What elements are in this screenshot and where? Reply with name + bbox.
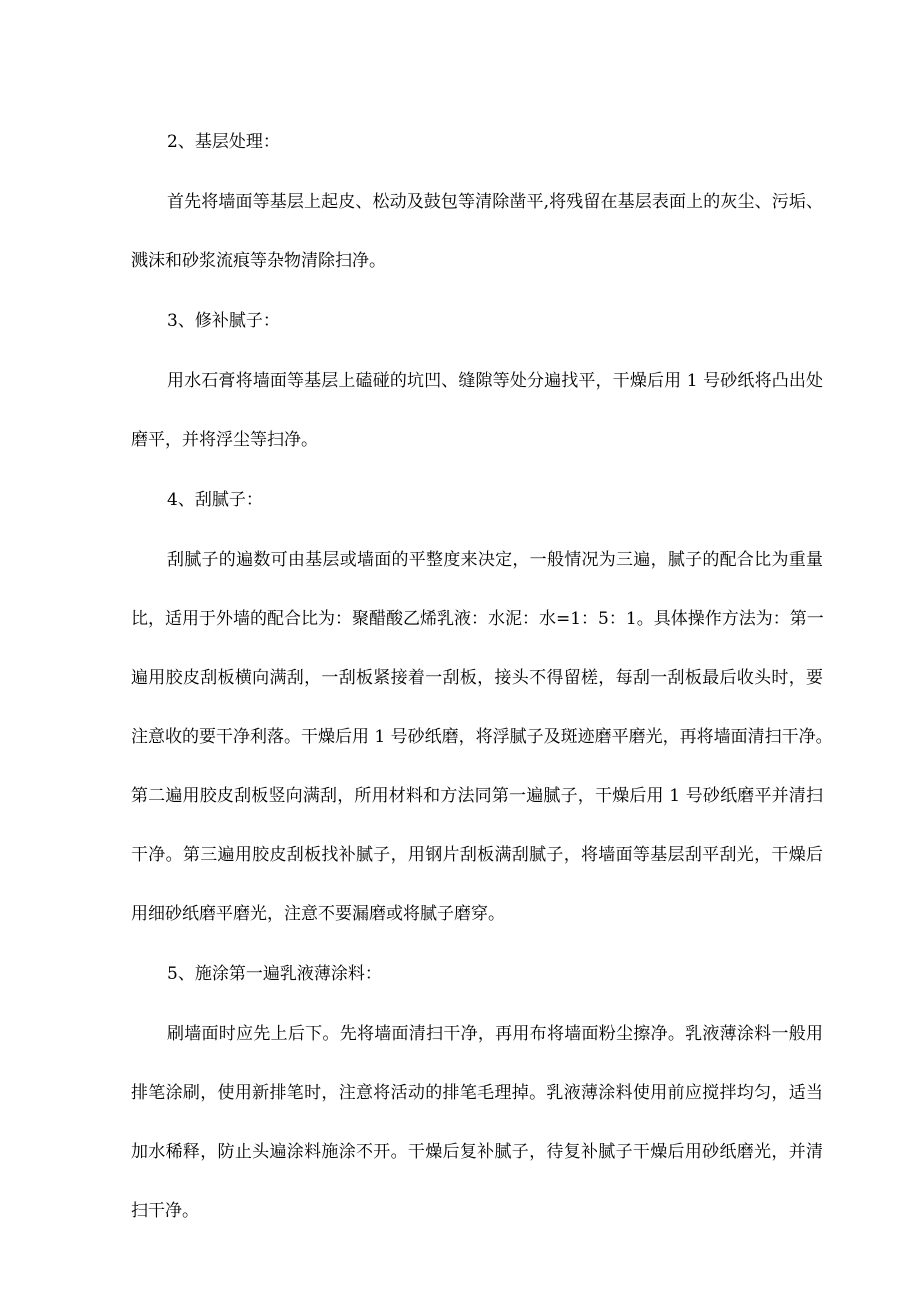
section-paragraph-3 <box>131 363 823 458</box>
paragraph-line: 用细砂纸磨平磨光，注意不要漏磨或将腻子磨穿。 <box>131 904 505 924</box>
section-heading-3: 3、修补腻子： <box>167 311 280 331</box>
paragraph-line: 刷墙面时应先上后下。先将墙面清扫干净，再用布将墙面粉尘擦净。乳液薄涂料一般用 <box>167 1024 823 1044</box>
paragraph-line: 干净。第三遍用胶皮刮板找补腻子，用钢片刮板满刮腻子，将墙面等基层刮平刮光，干燥后 <box>131 845 823 865</box>
section-paragraph-5 <box>131 1016 823 1229</box>
section-heading-4: 4、刮腻子： <box>167 490 263 510</box>
section-paragraph-4 <box>131 542 833 932</box>
paragraph-line: 用水石膏将墙面等基层上磕碰的坑凹、缝隙等处分遍找平，干燥后用 1 号砂纸将凸出处 <box>167 371 823 391</box>
paragraph-line: 首先将墙面等基层上起皮、松动及鼓包等清除凿平,将残留在基层表面上的灰尘、污垢、 <box>167 192 823 212</box>
document-body <box>131 124 833 1253</box>
paragraph-line: 扫干净。 <box>131 1201 199 1221</box>
paragraph-line: 注意收的要干净利落。干燥后用 1 号砂纸磨，将浮腻子及斑迹磨平磨光，再将墙面清扫干净。 <box>131 727 833 747</box>
section-paragraph-2 <box>131 184 823 279</box>
paragraph-line: 排笔涂刷，使用新排笔时，注意将活动的排笔毛理掉。乳液薄涂料使用前应搅拌均匀，适当 <box>131 1083 823 1103</box>
paragraph-line: 刮腻子的遍数可由基层或墙面的平整度来决定，一般情况为三遍，腻子的配合比为重量 <box>167 550 823 570</box>
paragraph-line: 溅沫和砂浆流痕等杂物清除扫净。 <box>131 251 386 271</box>
paragraph-line: 第二遍用胶皮刮板竖向满刮，所用材料和方法同第一遍腻子，干燥后用 1 号砂纸磨平并清扫 <box>131 786 823 806</box>
section-heading-2: 2、基层处理： <box>167 132 280 152</box>
paragraph-line: 遍用胶皮刮板横向满刮，一刮板紧接着一刮板，接头不得留槎，每刮一刮板最后收头时，要 <box>131 668 823 688</box>
paragraph-line: 加水稀释，防止头遍涂料施涂不开。干燥后复补腻子，待复补腻子干燥后用砂纸磨光，并清 <box>131 1142 823 1162</box>
section-heading-5: 5、施涂第一遍乳液薄涂料： <box>167 964 382 984</box>
paragraph-line: 比，适用于外墙的配合比为：聚醋酸乙烯乳液：水泥：水=1：5：1。具体操作方法为：第一 <box>131 609 824 629</box>
paragraph-line: 磨平，并将浮尘等扫净。 <box>131 430 318 450</box>
